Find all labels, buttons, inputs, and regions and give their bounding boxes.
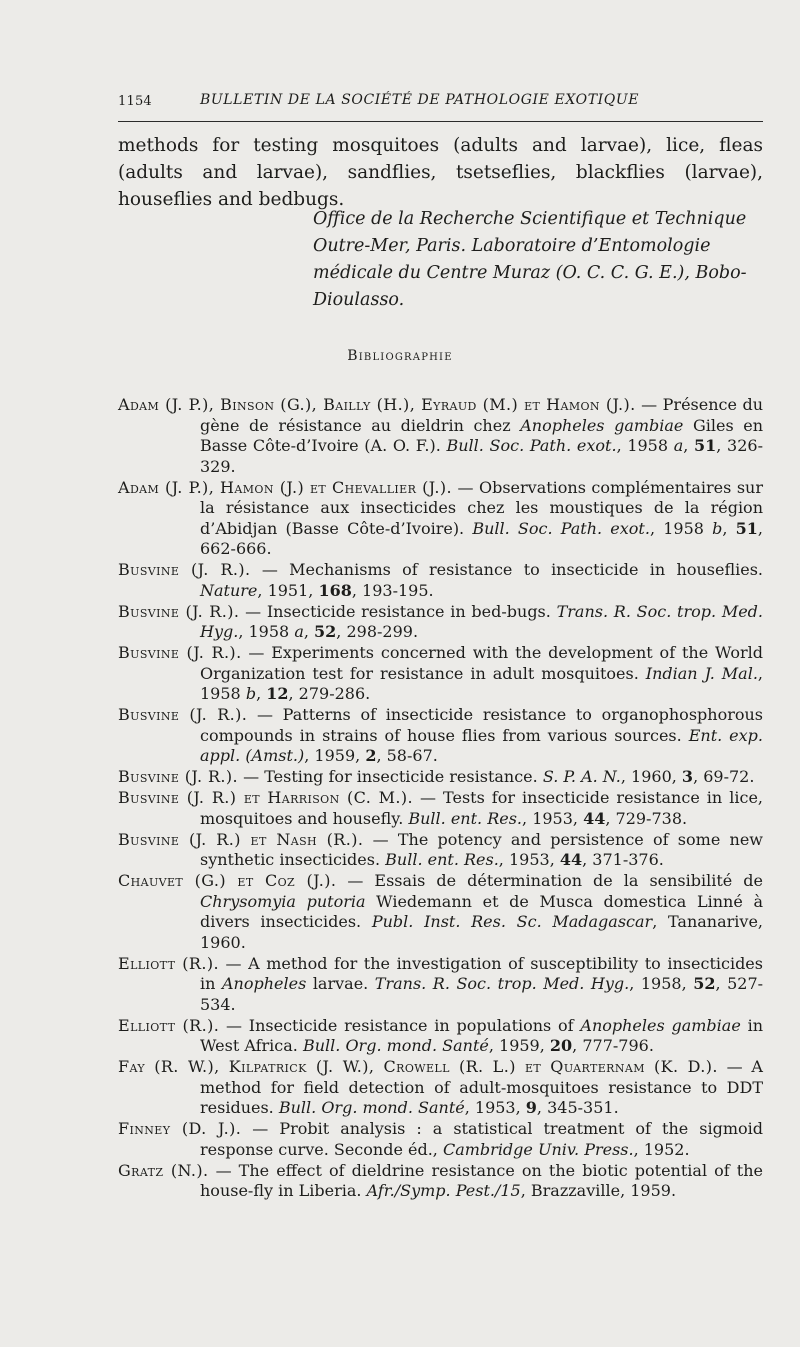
reference-year-suffix: b (245, 684, 257, 703)
reference-authors: Chauvet (G.) et Coz (J.). (118, 871, 337, 890)
reference-journal: S. P. A. N. (542, 767, 621, 786)
reference-title-cont: in West Africa. (200, 1015, 763, 1055)
reference-authors: Elliott (R.). (118, 953, 219, 973)
reference-pages: , 279-286. (288, 684, 371, 703)
page-number: 1154 (118, 94, 152, 109)
reference-volume: 44 (583, 808, 606, 828)
reference-separator: , (355, 746, 366, 765)
reference-year: , 1959 (488, 1036, 540, 1055)
reference-journal: Bull. Soc. Path. exot. (446, 436, 617, 455)
reference-title: — Experiments concerned with the development of the World Organization test for resistance in adult mosquitoes. (200, 643, 764, 683)
reference-entry (118, 830, 763, 871)
reference-year: , 1958 (200, 663, 763, 703)
reference-title-cont: Wiedemann et de Musca domestica Linné à divers insecticides. (200, 891, 763, 931)
reference-pages: , 326-329. (200, 436, 764, 476)
reference-pages: , 527-534. (200, 974, 764, 1014)
reference-year-suffix: b (712, 518, 723, 538)
reference-entry (118, 1119, 763, 1160)
reference-volume: 51 (735, 518, 758, 538)
reference-authors: Adam (J. P.), Hamon (J.) et Chevallier (J.). (118, 477, 452, 497)
reference-year: , 1953 (522, 808, 573, 828)
header-rule (118, 121, 763, 122)
running-head (118, 90, 760, 112)
reference-separator: , (303, 622, 315, 641)
reference-entry (118, 478, 763, 560)
reference-authors: Busvine (J. R.). (118, 601, 240, 621)
reference-title: — Observations complémentaires sur la résistance aux insecticides chez les moustiques de la région d’Abidjan (Basse Côte-d’Ivoire). (200, 477, 764, 538)
reference-year: , 1951 (257, 580, 309, 600)
reference-year: , 1958 (616, 436, 674, 455)
affiliation: Office de la Recherche Scientifique et Technique Outre-Mer, Paris. Laboratoire d’Entomologie médicale du Centre Muraz (O. C. C. G. E.), Bobo-Dioulasso. (313, 209, 747, 310)
reference-title: — The potency and persistence of some new synthetic insecticides. (200, 829, 763, 869)
reference-entry (118, 705, 763, 767)
reference-entry (118, 560, 763, 601)
reference-species: Anopheles gambiae (580, 1015, 741, 1035)
reference-year: , 1953 (464, 1098, 516, 1117)
reference-volume: 44 (559, 850, 583, 869)
reference-title: — Essais de détermination de la sensibilité de (336, 871, 763, 890)
reference-title: — The effect of dieldrine resistance on the biotic potential of the house-fly in Liberia. (200, 1160, 763, 1200)
reference-volume: 52 (693, 974, 716, 993)
reference-title: — Présence du gène de résistance au dieldrin chez (200, 395, 763, 435)
reference-pages: , 69-72. (693, 767, 755, 786)
reference-year: , 1952. (633, 1139, 690, 1159)
reference-species: Anopheles gambiae (520, 415, 684, 435)
reference-title-cont: Giles en Basse Côte-d’Ivoire (A. O. F.). (200, 415, 764, 455)
reference-separator: , (671, 767, 682, 786)
reference-journal: Cambridge Univ. Press. (442, 1139, 634, 1159)
reference-species: Chrysomyia putoria (200, 891, 366, 911)
reference-year: , 1958 (238, 622, 295, 641)
reference-entry (118, 954, 763, 1016)
reference-title: — Testing for insecticide resistance. (238, 767, 543, 786)
reference-separator: , (549, 850, 560, 869)
reference-authors: Busvine (J. R.) et Harrison (C. M.). (118, 788, 414, 807)
reference-authors: Busvine (J. R.) et Nash (R.). (118, 829, 364, 849)
reference-pages: , 777-796. (572, 1036, 654, 1055)
reference-volume: 2 (365, 746, 377, 765)
reference-journal: Afr./Symp. Pest./15 (366, 1181, 521, 1200)
reference-entry (118, 1057, 763, 1119)
reference-title: — Insecticide resistance in populations of (219, 1015, 581, 1035)
reference-authors: Busvine (J. R.). (118, 705, 248, 724)
reference-journal: Nature (200, 580, 258, 600)
reference-pages: , 662-666. (200, 518, 764, 558)
reference-journal: Bull. ent. Res. (385, 850, 499, 869)
reference-title: — Patterns of insecticide resistance to organophosphorous compounds in strains of house flies from various sources. (200, 705, 764, 745)
reference-authors: Busvine (J. R.). (118, 643, 242, 662)
reference-authors: Finney (D. J.). (118, 1119, 242, 1138)
reference-authors: Fay (R. W.), Kilpatrick (J. W.), Crowell (R. L.) et Quarternam (K. D.). (118, 1057, 718, 1076)
reference-separator: , (572, 808, 584, 828)
reference-species: Anopheles (221, 974, 307, 993)
reference-pages: , 729-738. (605, 808, 688, 828)
reference-journal: Bull. Org. mond. Santé (278, 1098, 465, 1117)
reference-list (118, 395, 763, 1202)
reference-year: , 1958 (629, 974, 682, 993)
reference-journal: Bull. ent. Res. (408, 808, 523, 828)
reference-title: — Tests for insecticide resistance in lice, mosquitoes and housefly. (200, 788, 763, 828)
reference-title: — A method for the investigation of susceptibility to insecticides in (200, 953, 763, 993)
reference-authors: Elliott (R.). (118, 1015, 220, 1035)
reference-entry (118, 1161, 763, 1202)
reference-separator: , (539, 1036, 550, 1055)
reference-authors: Busvine (J. R.). (118, 560, 251, 579)
reference-pages: , 58-67. (376, 746, 438, 765)
reference-title: — A method for field detection of adult-mosquitoes resistance to DDT residues. (200, 1057, 763, 1117)
reference-year: , 1953 (498, 850, 550, 869)
reference-year-suffix: a (673, 436, 684, 455)
reference-year: , 1959 (304, 746, 356, 765)
reference-year: , Tananarive, 1960. (200, 912, 764, 952)
reference-year: , Brazzaville, 1959. (520, 1181, 677, 1200)
reference-pages: , 345-351. (536, 1098, 619, 1117)
reference-entry (118, 643, 763, 705)
reference-volume: 51 (694, 436, 717, 455)
reference-authors: Adam (J. P.), Binson (G.), Bailly (H.), Eyraud (M.) et Hamon (J.). (118, 395, 636, 414)
reference-year-suffix: a (294, 622, 304, 641)
reference-volume: 52 (314, 622, 337, 641)
reference-journal: Ent. exp. appl. (Amst.) (200, 725, 763, 765)
section-title: Bibliographie (347, 348, 453, 364)
reference-separator: , (683, 436, 695, 455)
reference-volume: 12 (266, 684, 289, 703)
reference-entry (118, 767, 763, 788)
intro-paragraph: methods for testing mosquitoes (adults and larvae), lice, fleas (adults and larvae), sandflies, tsetseflies, blackflies (larvae), houseflies and bedbugs. (118, 135, 763, 210)
reference-authors: Busvine (J. R.). (118, 767, 239, 786)
reference-entry (118, 871, 763, 953)
reference-title: — Mechanisms of resistance to insecticide in houseflies. (250, 560, 763, 579)
reference-entry (118, 602, 763, 643)
reference-separator: , (722, 518, 736, 538)
reference-separator: , (256, 684, 267, 703)
reference-volume: 3 (681, 767, 694, 786)
reference-entry (118, 788, 763, 829)
reference-journal: Bull. Soc. Path. exot. (472, 518, 650, 538)
reference-journal: Indian J. Mal. (645, 663, 758, 683)
reference-volume: 168 (318, 580, 352, 600)
reference-year: , 1958 (649, 518, 713, 538)
reference-separator: , (515, 1098, 526, 1117)
reference-title: — Insecticide resistance in bed-bugs. (239, 601, 557, 621)
reference-volume: 9 (525, 1098, 537, 1117)
reference-entry (118, 1016, 763, 1057)
reference-pages: , 298-299. (336, 622, 419, 641)
reference-journal: Trans. R. Soc. trop. Med. Hyg. (200, 601, 763, 641)
journal-title: BULLETIN DE LA SOCIÉTÉ DE PATHOLOGIE EXOTIQUE (200, 92, 640, 108)
reference-title-cont: larvae. (306, 974, 375, 993)
reference-pages: , 371-376. (582, 850, 664, 869)
reference-authors: Gratz (N.). (118, 1160, 209, 1180)
reference-journal: Publ. Inst. Res. Sc. Madagascar (371, 912, 653, 931)
reference-separator: , (681, 974, 694, 993)
reference-journal: Bull. Org. mond. Santé (302, 1036, 489, 1055)
reference-entry (118, 395, 763, 477)
reference-journal: Trans. R. Soc. trop. Med. Hyg. (374, 974, 630, 993)
reference-pages: , 193-195. (351, 580, 434, 600)
reference-title: — Probit analysis : a statistical treatment of the sigmoid response curve. Seconde éd., (200, 1119, 763, 1159)
reference-separator: , (308, 580, 319, 600)
reference-volume: 20 (549, 1036, 573, 1055)
reference-year: , 1960 (620, 767, 672, 786)
